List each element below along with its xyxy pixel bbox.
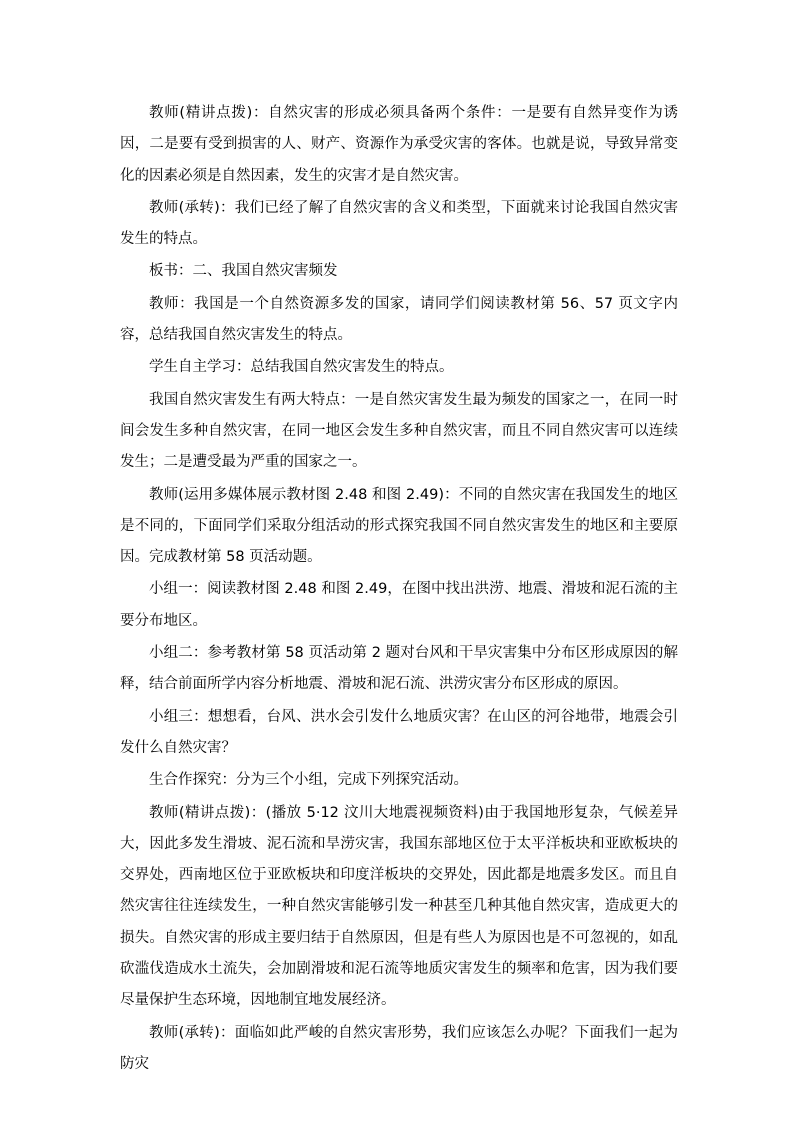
paragraph-cooperative-inquiry: 生合作探究：分为三个小组，完成下列探究活动。 [149,772,468,789]
paragraph-disaster-characteristics: 我国自然灾害发生有两大特点：一是自然灾害发生最为频发的国家之一，在同一时间会发生多种自然灾害，在同一地区会发生多种自然灾害，而且不同自然灾害可以连续发生；二是遭受最为严重的国家之一。 [120,391,678,471]
paragraph-group-one: 小组一：阅读教材图 2.48 和图 2.49，在图中找出洪涝、地震、滑坡和泥石流的主要分布地区。 [120,581,678,629]
paragraph-teacher-summary: 教师(精讲点拨)：(播放 5·12 汶川大地震视频资料)由于我国地形复杂，气候差异大，因此多发生滑坡、泥石流和旱涝灾害，我国东部地区位于太平洋板块和亚欧板块的交界处，西南地区位于亚欧板块和印度洋板块的交界处，因此都是地震多发区。而且自然灾害往往连续发生，一种自然灾害能够引发一种甚至几种其他自然灾害，造成更大的损失。自然灾害的形成主要归结于自然原因，但是有些人为原因也是不可忽视的，如乱砍滥伐造成水土流失，会加剧滑坡和泥石流等地质灾害发生的频率和危害，因为我们要尽量保护生态环境，因地制宜地发展经济。 [120,804,678,1009]
paragraph-student-self-study: 学生自主学习：总结我国自然灾害发生的特点。 [149,359,454,376]
paragraph-teacher-multimedia: 教师(运用多媒体展示教材图 2.48 和图 2.49)：不同的自然灾害在我国发生的地区是不同的，下面同学们采取分组活动的形式探究我国不同自然灾害发生的地区和主要原因。完成教材第 58 页活动题。 [120,486,678,566]
document-body [120,98,678,1081]
paragraph-teacher-transition: 教师(承转)：我们已经了解了自然灾害的含义和类型，下面就来讨论我国自然灾害发生的特点。 [120,199,678,248]
paragraph-board-heading: 板书：二、我国自然灾害频发 [149,263,338,280]
paragraph-group-two: 小组二：参考教材第 58 页活动第 2 题对台风和干旱灾害集中分布区形成原因的解释，结合前面所学内容分析地震、滑坡和泥石流、洪涝灾害分布区形成的原因。 [120,645,678,693]
paragraph-teacher-instruction: 教师：我国是一个自然资源多发的国家，请同学们阅读教材第 56、57 页文字内容，总结我国自然灾害发生的特点。 [120,295,678,344]
paragraph-teacher-explanation: 教师(精讲点拨)：自然灾害的形成必须具备两个条件：一是要有自然异变作为诱因，二是要有受到损害的人、财产、资源作为承受灾害的客体。也就是说，导致异常变化的因素必须是自然因素，发生的灾害才是自然灾害。 [120,105,678,184]
paragraph-teacher-closing: 教师(承转)：面临如此严峻的自然灾害形势，我们应该怎么办呢？下面我们一起为防灾 [120,1024,678,1072]
paragraph-group-three: 小组三：想想看，台风、洪水会引发什么地质灾害？在山区的河谷地带，地震会引发什么自然灾害？ [120,708,678,756]
